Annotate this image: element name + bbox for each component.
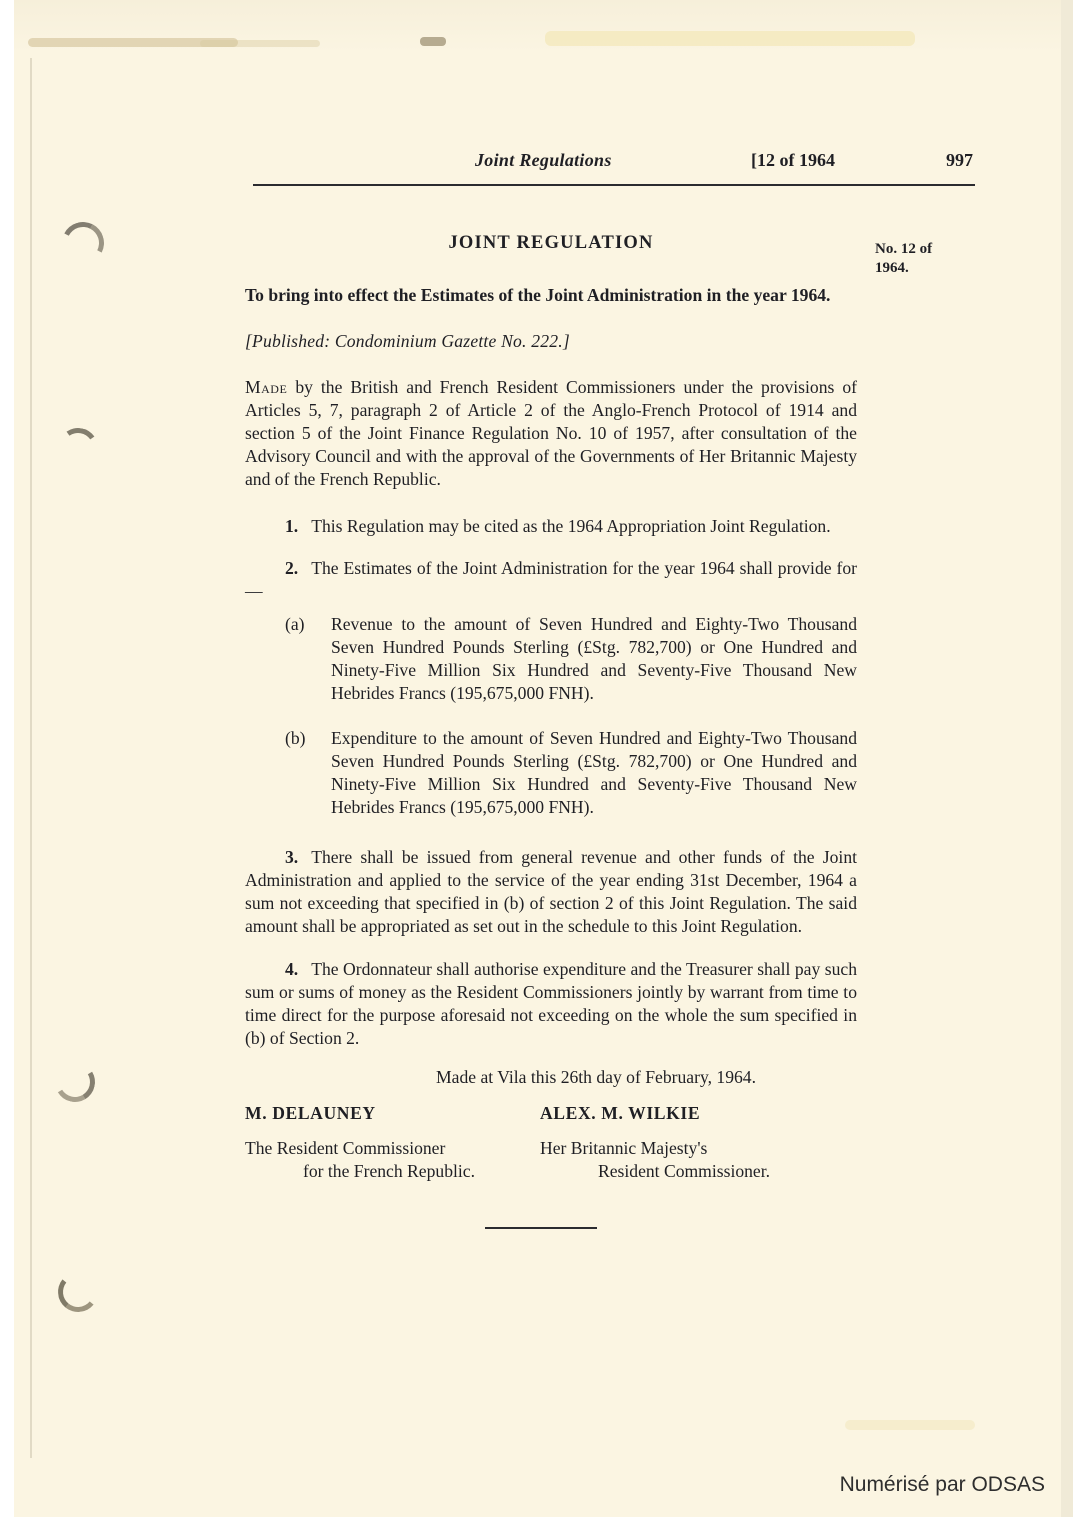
document-body	[245, 232, 857, 1229]
section-1-text: This Regulation may be cited as the 1964 Appropriation Joint Regulation.	[311, 516, 831, 536]
page-number: 997	[946, 150, 973, 170]
signature-british	[540, 1102, 857, 1183]
scan-credit: Numérisé par ODSAS	[839, 1473, 1045, 1496]
punch-hole-mark	[51, 1058, 99, 1106]
section-4	[245, 958, 857, 1050]
journal-title: Joint Regulations	[475, 150, 612, 170]
preamble	[245, 376, 857, 491]
subsection-b	[285, 727, 857, 819]
section-2	[245, 557, 857, 603]
preamble-text: by the British and French Resident Commissioners under the provisions of Articles 5, 7, paragraph 2 of Article 2 of the Anglo-French Protocol of 1914 and section 5 of the Joint Finance Regulation No. 10 of 1957, after consultation of the Advisory Council and with the approval of the Governments of Her Britannic Majesty and of the French Republic.	[245, 377, 857, 489]
punch-hole-mark	[55, 425, 101, 471]
section-3-number: 3.	[285, 847, 299, 867]
subsection-b-text: Expenditure to the amount of Seven Hundred and Eighty-Two Thousand Seven Hundred Pounds Sterling (£Stg. 782,700) or One Hundred and Ninety-Five Million Six Hundred and Seventy-Five Thousand New Hebrides Francs (195,675,000 FNH).	[331, 728, 857, 817]
signatory-title: The Resident Commissioner	[245, 1138, 446, 1158]
signatory-title: Her Britannic Majesty's	[540, 1138, 708, 1158]
running-header	[253, 150, 975, 176]
header-rule	[253, 184, 975, 186]
preamble-lead-word: Made	[245, 377, 288, 397]
publication-note: [Published: Condominium Gazette No. 222.]	[245, 331, 570, 351]
issue-reference: [12 of 1964	[751, 150, 835, 170]
scan-right-edge	[1061, 0, 1073, 1517]
section-3-text: There shall be issued from general revenue and other funds of the Joint Administration and applied to the service of the year ending 31st December, 1964 a sum not exceeding that specified in (b) of section 2 of this Joint Regulation. The said amount shall be appropriated as set out in the schedule to this Joint Regulation.	[245, 847, 857, 936]
subsection-a-label: (a)	[285, 614, 305, 634]
paper-edge-line	[30, 58, 32, 1458]
execution-clause: Made at Vila this 26th day of February, 1964.	[436, 1067, 756, 1087]
scan-left-edge	[0, 0, 14, 1517]
punch-hole-mark	[57, 217, 110, 270]
scan-smudge	[420, 37, 446, 46]
margin-note-line2: 1964.	[875, 260, 909, 276]
section-4-text: The Ordonnateur shall authorise expenditure and the Treasurer shall pay such sum or sums of money as the Resident Commissioners jointly by warrant from time to time direct for the purpose aforesaid not exceeding on the whole the sum specified in (b) of Section 2.	[245, 959, 857, 1048]
section-2-number: 2.	[285, 558, 299, 578]
subsection-a	[285, 613, 857, 705]
scan-smudge	[200, 40, 320, 47]
regulation-title: JOINT REGULATION	[448, 233, 654, 253]
signatory-title: for the French Republic.	[303, 1161, 475, 1181]
signatory-name: ALEX. M. WILKIE	[540, 1103, 701, 1123]
regulation-subject: To bring into effect the Estimates of the Joint Administration in the year 1964.	[245, 285, 831, 305]
signature-french	[245, 1102, 540, 1183]
margin-note-line1: No. 12 of	[875, 241, 933, 257]
subsection-b-label: (b)	[285, 728, 306, 748]
signatory-title: Resident Commissioner.	[598, 1161, 771, 1181]
scan-smudge	[545, 31, 915, 46]
closing-rule	[485, 1227, 597, 1229]
section-3	[245, 846, 857, 938]
scan-smudge	[845, 1420, 975, 1430]
signature-block	[245, 1102, 857, 1183]
section-1	[245, 515, 857, 538]
margin-note	[875, 240, 985, 278]
section-2-text: The Estimates of the Joint Administration for the year 1964 shall provide for—	[245, 558, 857, 601]
section-4-number: 4.	[285, 959, 299, 979]
subsection-a-text: Revenue to the amount of Seven Hundred and Eighty-Two Thousand Seven Hundred Pounds Sterling (£Stg. 782,700) or One Hundred and Ninety-Five Million Six Hundred and Seventy-Five Thousand New Hebrides Francs (195,675,000 FNH).	[331, 614, 857, 703]
section-1-number: 1.	[285, 516, 299, 536]
signatory-name: M. DELAUNEY	[245, 1103, 376, 1123]
punch-hole-mark	[56, 1270, 100, 1314]
